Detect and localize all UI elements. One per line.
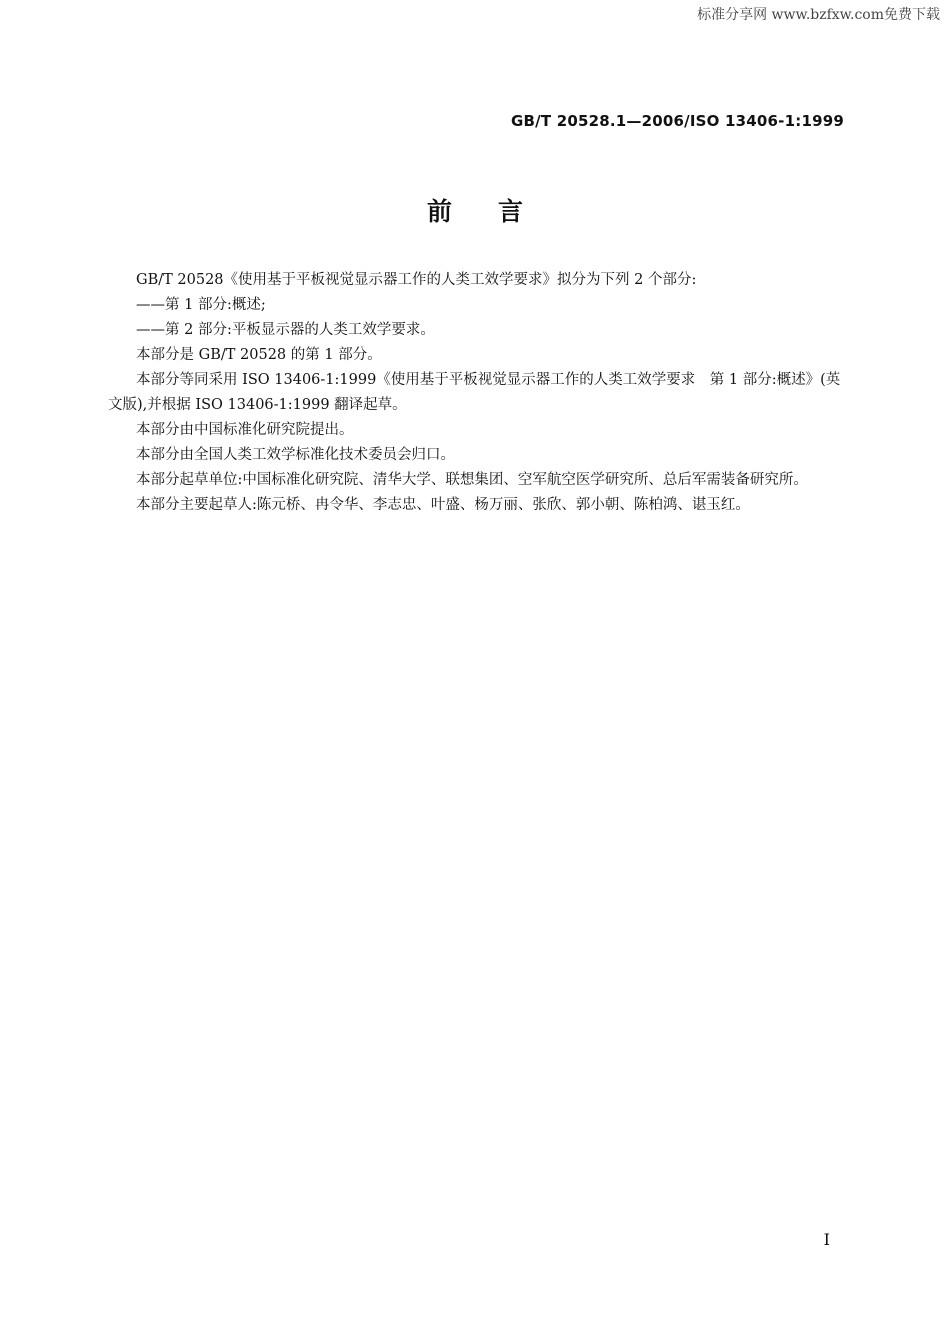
list-item-part-2: ——第 2 部分:平板显示器的人类工效学要求。: [136, 322, 435, 338]
foreword-body: [108, 268, 844, 518]
paragraph-adoption: 本部分等同采用 ISO 13406-1:1999《使用基于平板视觉显示器工作的人类工效学要求 第 1 部分:概述》(英文版),并根据 ISO 13406-1:1999 翻译起草。: [108, 372, 841, 413]
watermark-text: 标准分享网 www.bzfxw.com免费下载: [697, 7, 940, 23]
paragraph-committee: 本部分由全国人类工效学标准化技术委员会归口。: [136, 447, 455, 463]
paragraph-drafters: 本部分主要起草人:陈元桥、冉令华、李志忠、叶盛、杨万丽、张欣、郭小朝、陈柏鸿、谌玉红。: [136, 497, 750, 513]
paragraph-proposer: 本部分由中国标准化研究院提出。: [136, 422, 354, 438]
paragraph-part-statement: 本部分是 GB/T 20528 的第 1 部分。: [136, 347, 382, 363]
paragraph-drafting-units: 本部分起草单位:中国标准化研究院、清华大学、联想集团、空军航空医学研究所、总后军需装备研究所。: [136, 472, 808, 488]
list-item-part-1: ——第 1 部分:概述;: [136, 297, 266, 313]
page-number: I: [823, 1230, 830, 1249]
page-title: 前言: [426, 197, 569, 226]
standard-code: GB/T 20528.1—2006/ISO 13406-1:1999: [511, 112, 844, 130]
paragraph-intro: GB/T 20528《使用基于平板视觉显示器工作的人类工效学要求》拟分为下列 2 个部分:: [136, 272, 697, 288]
